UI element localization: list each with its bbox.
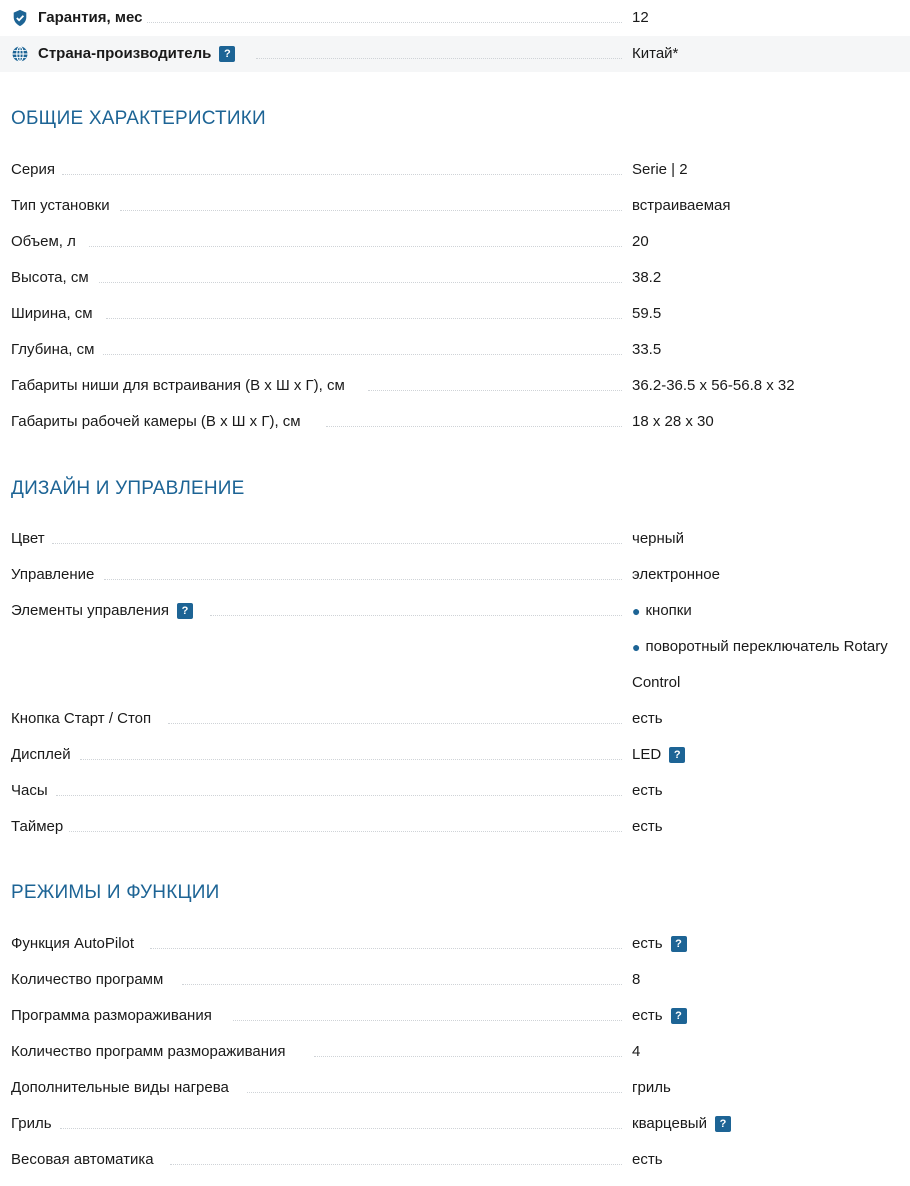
spec-row [0, 962, 910, 998]
spec-label: Управление [11, 566, 95, 583]
spec-label: Тип установки [11, 197, 110, 214]
spec-row [0, 152, 910, 188]
spec-row [0, 998, 910, 1034]
spec-row [0, 260, 910, 296]
spec-row-continued [0, 629, 910, 665]
spec-label-text: Гарантия, мес [38, 9, 143, 26]
spec-label: Высота, см [11, 269, 89, 286]
spec-row [0, 332, 910, 368]
spec-label: Габариты ниши для встраивания (В х Ш х Г), см [11, 377, 345, 394]
row-divider [168, 723, 622, 724]
row-divider [247, 1092, 622, 1093]
spec-value: встраиваемая [632, 197, 731, 214]
spec-label: Габариты рабочей камеры (В х Ш х Г), см [11, 413, 301, 430]
bullet-icon: ● [632, 639, 641, 655]
spec-row [0, 296, 910, 332]
spec-row [0, 701, 910, 737]
spec-label [11, 36, 235, 72]
spec-value: есть [632, 710, 663, 727]
help-icon[interactable]: ? [671, 1008, 687, 1024]
row-divider [89, 246, 622, 247]
spec-value: есть [632, 782, 663, 799]
row-divider [106, 318, 622, 319]
spec-row [0, 809, 910, 845]
row-divider [52, 543, 622, 544]
row-divider [210, 615, 622, 616]
spec-label: Ширина, см [11, 305, 93, 322]
spec-row [0, 737, 910, 773]
row-divider [99, 282, 622, 283]
spec-label: Серия [11, 161, 56, 178]
spec-label: Дисплей [11, 746, 71, 763]
spec-label: Кнопка Старт / Стоп [11, 710, 152, 727]
help-icon[interactable]: ? [671, 936, 687, 952]
help-icon[interactable]: ? [669, 747, 685, 763]
row-divider [147, 22, 622, 23]
spec-row [0, 1106, 910, 1142]
spec-label-text: Элементы управления [11, 602, 169, 619]
spec-value: Serie | 2 [632, 161, 688, 178]
spec-value [632, 998, 687, 1034]
spec-label [11, 593, 193, 629]
row-divider [182, 984, 622, 985]
spec-value-text: есть [632, 935, 663, 952]
spec-value [632, 926, 687, 962]
row-divider [103, 354, 622, 355]
spec-label: Цвет [11, 530, 45, 547]
spec-value-text: LED [632, 746, 662, 763]
spec-value-bullet [632, 593, 692, 629]
spec-label-text: Страна-производитель [38, 45, 212, 62]
shield-check-icon [11, 9, 29, 27]
help-icon[interactable]: ? [219, 46, 235, 62]
spec-label: Количество программ размораживания [11, 1043, 286, 1060]
spec-label: Дополнительные виды нагрева [11, 1079, 229, 1096]
row-divider [56, 795, 622, 796]
bullet-icon: ● [632, 603, 641, 619]
spec-row-warranty [0, 0, 910, 36]
section-title: ОБЩИЕ ХАРАКТЕРИСТИКИ [11, 108, 266, 129]
spec-label: Гриль [11, 1115, 52, 1132]
spec-label: Весовая автоматика [11, 1151, 154, 1168]
spec-value: 38.2 [632, 269, 662, 286]
spec-row [0, 557, 910, 593]
spec-value: 36.2-36.5 х 56-56.8 х 32 [632, 377, 795, 394]
row-divider [150, 948, 622, 949]
row-divider [256, 58, 622, 59]
spec-label: Количество программ [11, 971, 164, 988]
spec-value: гриль [632, 1079, 671, 1096]
row-divider [104, 579, 622, 580]
help-icon[interactable]: ? [177, 603, 193, 619]
spec-row [0, 224, 910, 260]
row-divider [368, 390, 622, 391]
spec-value [632, 737, 685, 773]
spec-row [0, 521, 910, 557]
spec-value: черный [632, 530, 684, 547]
spec-value: 12 [632, 9, 649, 26]
spec-label: Объем, л [11, 233, 76, 250]
row-divider [120, 210, 622, 211]
spec-row [0, 404, 910, 440]
spec-value: Китай* [632, 45, 679, 62]
spec-row [0, 1142, 910, 1178]
spec-value: 33.5 [632, 341, 662, 358]
spec-value: есть [632, 1151, 663, 1168]
spec-value: электронное [632, 566, 720, 583]
spec-row [0, 1070, 910, 1106]
spec-value-text: кварцевый [632, 1115, 707, 1132]
spec-label: Таймер [11, 818, 64, 835]
spec-value-continued: Control [632, 674, 681, 691]
spec-label [11, 0, 142, 36]
spec-row [0, 368, 910, 404]
row-divider [62, 174, 622, 175]
bullet-text: кнопки [645, 602, 692, 619]
row-divider [80, 759, 622, 760]
spec-value: 8 [632, 971, 641, 988]
spec-value: 20 [632, 233, 649, 250]
spec-value: 4 [632, 1043, 641, 1060]
spec-row-continued [0, 665, 910, 701]
spec-row [0, 773, 910, 809]
spec-value: есть [632, 818, 663, 835]
spec-row [0, 188, 910, 224]
spec-label: Функция AutoPilot [11, 935, 135, 952]
spec-value: 18 х 28 х 30 [632, 413, 714, 430]
row-divider [69, 831, 622, 832]
bullet-text: поворотный переключатель Rotary [645, 638, 888, 655]
spec-value-text: есть [632, 1007, 663, 1024]
row-divider [60, 1128, 622, 1129]
section-title: РЕЖИМЫ И ФУНКЦИИ [11, 882, 220, 903]
spec-row-controls [0, 593, 910, 629]
row-divider [170, 1164, 622, 1165]
section-title: ДИЗАЙН И УПРАВЛЕНИЕ [11, 478, 245, 499]
spec-row-country [0, 36, 910, 72]
spec-row [0, 926, 910, 962]
spec-row [0, 1034, 910, 1070]
spec-value-bullet [632, 629, 888, 665]
help-icon[interactable]: ? [715, 1116, 731, 1132]
spec-label: Программа размораживания [11, 1007, 212, 1024]
spec-label: Часы [11, 782, 48, 799]
spec-label: Глубина, см [11, 341, 95, 358]
row-divider [326, 426, 622, 427]
spec-value [632, 1106, 731, 1142]
row-divider [233, 1020, 622, 1021]
row-divider [314, 1056, 622, 1057]
globe-icon [11, 45, 29, 63]
spec-value: 59.5 [632, 305, 662, 322]
